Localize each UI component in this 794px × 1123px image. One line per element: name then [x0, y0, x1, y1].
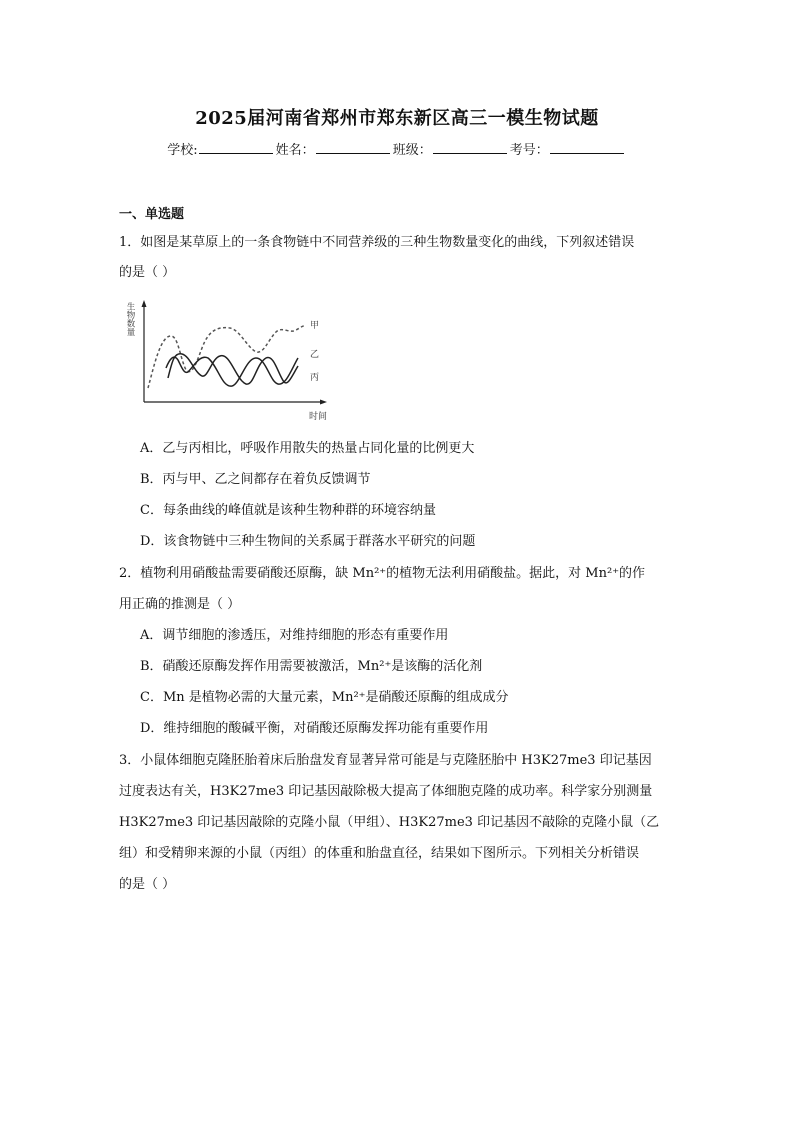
- q1-stem-line-2: 的是（ ）: [119, 265, 176, 280]
- q3-stem-line-5: 的是（ ）: [119, 877, 176, 892]
- class-label: 班级：: [392, 143, 432, 158]
- q3-stem-line-4: 组）和受精卵来源的小鼠（丙组）的体重和胎盘直径，结果如下图所示。下列相关分析错误: [119, 846, 640, 861]
- school-label: 学校:: [167, 143, 198, 158]
- population-chart: [122, 296, 332, 426]
- school-blank: [199, 141, 273, 154]
- legend-yi: 乙: [310, 350, 320, 360]
- q3-stem-line-3: H3K27me3 印记基因敲除的克隆小鼠（甲组）、H3K27me3 印记基因不敲除的克隆小鼠（乙: [119, 815, 660, 830]
- exam-no-blank: [550, 141, 624, 154]
- name-label: 姓名：: [275, 143, 315, 158]
- q2-option-d: D．维持细胞的酸碱平衡，对硝酸还原酶发挥功能有重要作用: [140, 721, 489, 736]
- exam-no-label: 考号：: [509, 143, 549, 158]
- legend-jia: 甲: [310, 321, 320, 331]
- q1-option-d: D．该食物链中三种生物间的关系属于群落水平研究的问题: [140, 534, 476, 549]
- x-axis-arrow: [320, 400, 327, 405]
- section-title: 一、单选题: [119, 207, 185, 222]
- student-info-row: [0, 139, 794, 158]
- q1-option-c: C．每条曲线的峰值就是该种生物种群的环境容纳量: [140, 503, 436, 518]
- y-axis-label: 生物数量: [125, 302, 135, 336]
- y-axis-arrow: [142, 300, 147, 307]
- name-blank: [316, 141, 390, 154]
- q3-stem-line-1: 3．小鼠体细胞克隆胚胎着床后胎盘发育显著异常可能是与克隆胚胎中 H3K27me3 印记基因: [119, 753, 652, 768]
- q3-stem-line-2: 过度表达有关，H3K27me3 印记基因敲除极大提高了体细胞克隆的成功率。科学家分别测量: [119, 784, 653, 799]
- q1-option-b: B．丙与甲、乙之间都存在着负反馈调节: [140, 472, 371, 487]
- x-axis-label: 时间: [309, 412, 328, 422]
- q1-stem-line-1: 1．如图是某草原上的一条食物链中不同营养级的三种生物数量变化的曲线，下列叙述错误: [119, 235, 635, 250]
- q2-option-c: C．Mn 是植物必需的大量元素，Mn²⁺是硝酸还原酶的组成成分: [140, 690, 509, 705]
- page-title: 2025届河南省郑州市郑东新区高三一模生物试题: [195, 108, 599, 129]
- series-yi-line: [168, 354, 298, 384]
- q2-stem-line-1: 2．植物利用硝酸盐需要硝酸还原酶，缺 Mn²⁺的植物无法利用硝酸盐。据此，对 Mn²⁺的作: [119, 566, 646, 581]
- q2-option-a: A．调节细胞的渗透压，对维持细胞的形态有重要作用: [140, 628, 449, 643]
- q2-option-b: B．硝酸还原酶发挥作用需要被激活，Mn²⁺是该酶的活化剂: [140, 659, 483, 674]
- legend-bing: 丙: [310, 373, 320, 383]
- q2-stem-line-2: 用正确的推测是（ ）: [119, 597, 241, 612]
- q1-option-a: A．乙与丙相比，呼吸作用散失的热量占同化量的比例更大: [140, 441, 475, 456]
- class-blank: [433, 141, 507, 154]
